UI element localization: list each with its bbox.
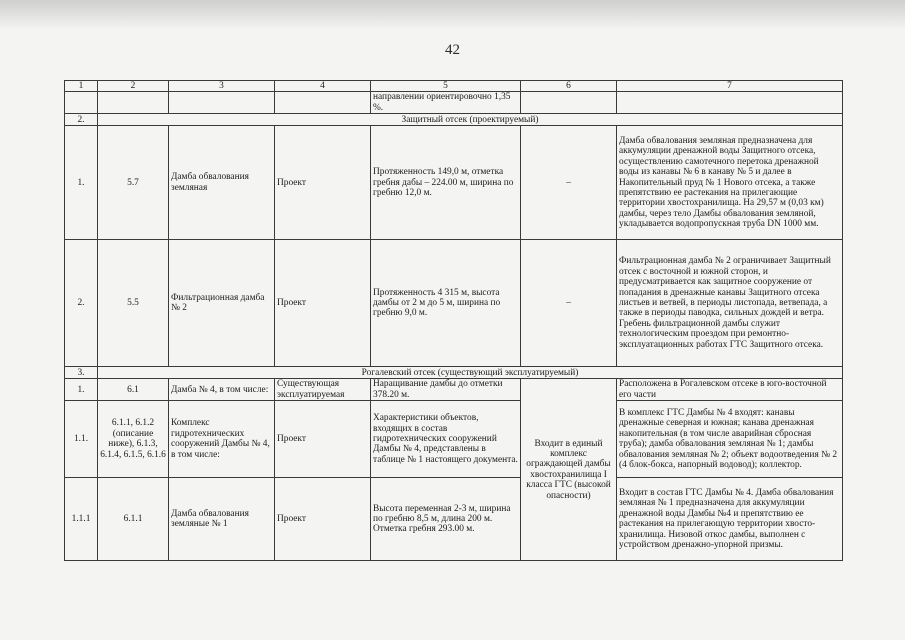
cell-characteristics: Наращивание дамбы до отметки 378.20 м. (371, 379, 521, 401)
cell-code: 5.5 (98, 240, 169, 367)
cell-name: Дамба обвалования земляные № 1 (169, 478, 275, 561)
cell-name: Дамба № 4, в том числе: (169, 379, 275, 401)
cell-description: Входит в состав ГТС Дамбы № 4. Дамба обвалования земляная № 1 предназначена для аккумуляции дренажной воды Дамбы №4 и препятствию ее растекания на прилегающую территории хвосто-хранилища. Низовой откос дамбы, выполнен с устройством дренажно-упорной призмы. (617, 478, 843, 561)
cell-num: 1. (65, 126, 98, 240)
cell-code: 5.7 (98, 126, 169, 240)
cell-description: Дамба обвалования земляная предназначена для аккумуляции дренажной воды Защитного отсека, осуществлению самотечного перетока дренажной воды из канавы № 6 в канаву № 5 и далее в Накопительный пруд № 1 Нового отсека, а также препятствию ее растекания на прилегающие территории хвостохранилища. На 29,57 м (0,03 км) дамбы, через тело Дамбы обвалования земляной, укладывается водопропускная труба DN 1000 мм. (617, 126, 843, 240)
cell-characteristics: Высота переменная 2-3 м, ширина по гребню 8,5 м, длина 200 м. Отметка гребня 293.00 м. (371, 478, 521, 561)
cell-name: Дамба обвалования земляная (169, 126, 275, 240)
table-row (65, 240, 843, 367)
cell-description: Расположена в Рогалевском отсеке в юго-восточной его части (617, 379, 843, 401)
scan-shadow (0, 0, 905, 30)
section-number: 3. (65, 367, 98, 379)
table-row (65, 478, 843, 561)
cell-num: 2. (65, 240, 98, 367)
column-header: 5 (371, 81, 521, 92)
cell-characteristics: Характеристики объектов, входящих в состав гидротехнических сооружений Дамбы № 4, представлены в таблице № 1 настоящего документа. (371, 401, 521, 478)
cell-num: 1. (65, 379, 98, 401)
cell-num: 1.1.1 (65, 478, 98, 561)
cell-characteristics: направлении ориентировочно 1,35 %. (371, 92, 521, 114)
cell-characteristics: Протяженность 149,0 м, отметка гребня дабы – 224.00 м, ширина по гребню 12,0 м. (371, 126, 521, 240)
cell-class-merged: Входит в единый комплекс ограждающей дамбы хвостохранилища I класса ГТС (высокой опасности) (521, 379, 617, 561)
cell-status: Проект (275, 401, 371, 478)
table-row (65, 92, 843, 114)
column-header: 3 (169, 81, 275, 92)
cell-name: Фильтрационная дамба № 2 (169, 240, 275, 367)
cell-class: – (521, 126, 617, 240)
cell-status: Проект (275, 126, 371, 240)
cell-num: 1.1. (65, 401, 98, 478)
cell-code: 6.1.1, 6.1.2 (описание ниже), 6.1.3, 6.1.4, 6.1.5, 6.1.6 (98, 401, 169, 478)
cell-characteristics: Протяженность 4 315 м, высота дамбы от 2 м до 5 м, ширина по гребню 9,0 м. (371, 240, 521, 367)
cell-code: 6.1.1 (98, 478, 169, 561)
cell-status: Проект (275, 478, 371, 561)
table-row (65, 126, 843, 240)
section-number: 2. (65, 114, 98, 126)
cell-name: Комплекс гидротехнических сооружений Дамбы № 4, в том числе: (169, 401, 275, 478)
section-title: Защитный отсек (проектируемый) (98, 114, 843, 126)
page-number: 42 (445, 42, 460, 58)
cell-description: В комплекс ГТС Дамбы № 4 входят: канавы дренажные северная и южная; канава дренажная накопительная (в том числе аварийная сбросная труба); дамба обвалования земляная № 1; дамбы обвалования земляная № 2; объект водоотведения № 2 (4 блок-бокса, напорный водовод); коллектор. (617, 401, 843, 478)
objects-table (64, 80, 843, 561)
cell-description: Фильтрационная дамба № 2 ограничивает Защитный отсек с восточной и южной сторон, и предусматривается как защитное сооружение от попадания в дренажные канавы Защитного отсека листьев и ветвей, в периоды листопада, ветвепада, а также в периоды паводка, сильных дождей и ветра. Гребень фильтрационной дамбы служит технологическим проездом при ремонтно-эксплуатационных работах ГТС Защитного отсека. (617, 240, 843, 367)
cell-code: 6.1 (98, 379, 169, 401)
table-row (65, 401, 843, 478)
cell-class: – (521, 240, 617, 367)
section-row (65, 367, 843, 379)
cell-status: Существующая эксплуатируемая (275, 379, 371, 401)
table-header-row (65, 81, 843, 92)
column-header: 2 (98, 81, 169, 92)
section-row (65, 114, 843, 126)
column-header: 4 (275, 81, 371, 92)
table-row (65, 379, 843, 401)
column-header: 6 (521, 81, 617, 92)
section-title: Рогалевский отсек (существующий эксплуатируемый) (98, 367, 843, 379)
column-header: 1 (65, 81, 98, 92)
cell-status: Проект (275, 240, 371, 367)
column-header: 7 (617, 81, 843, 92)
